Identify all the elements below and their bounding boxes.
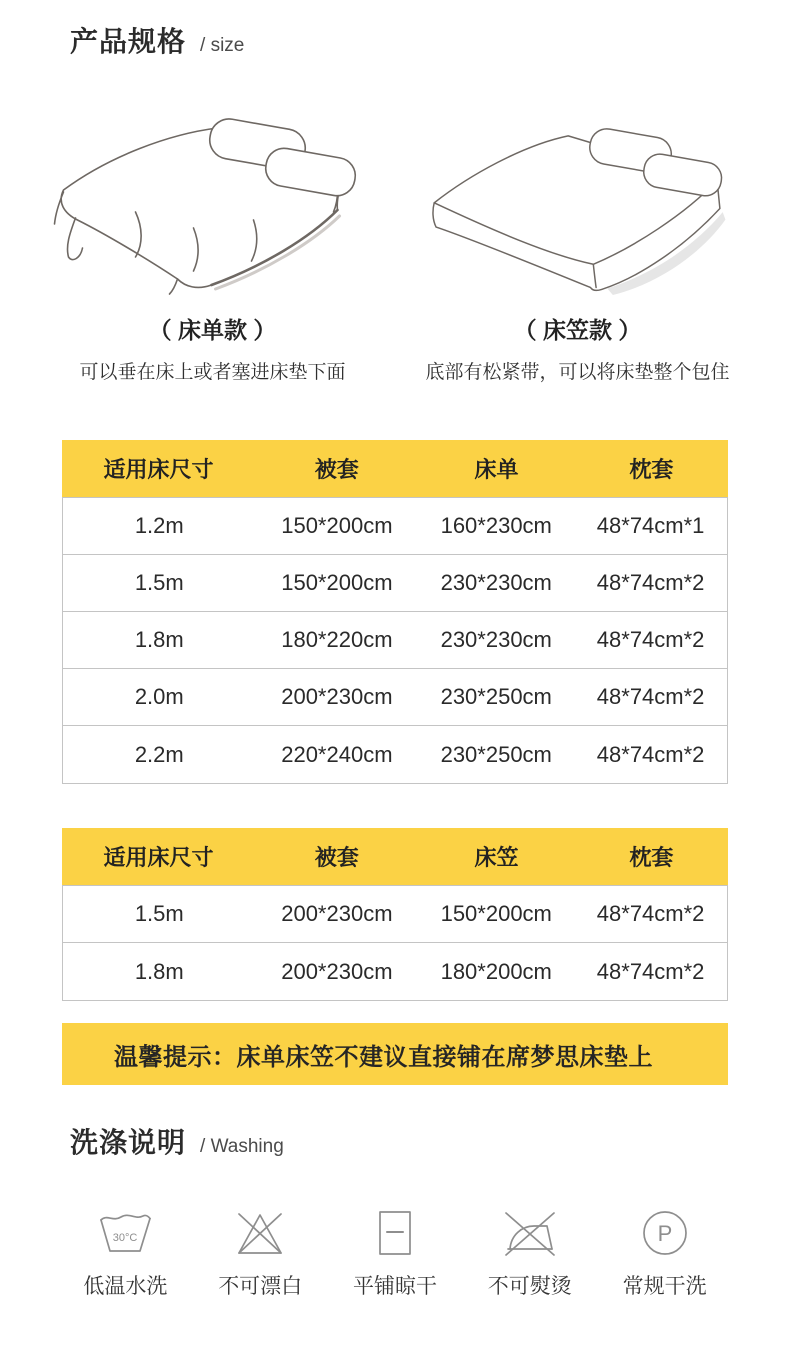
wash-30c-icon bbox=[94, 1205, 156, 1261]
sheet-table-header-row bbox=[62, 440, 728, 497]
no-iron-icon bbox=[499, 1205, 561, 1261]
column-header: 床笠 bbox=[474, 845, 519, 870]
care-label: 平铺晾干 bbox=[352, 1275, 437, 1298]
table-cell: 230*250cm bbox=[440, 741, 552, 767]
care-label: 常规干洗 bbox=[622, 1275, 707, 1298]
table-cell: 2.0m bbox=[134, 684, 184, 709]
bed-sheet-sketch-icon bbox=[45, 106, 380, 296]
column-header: 枕套 bbox=[629, 457, 674, 482]
table-cell: 160*230cm bbox=[440, 513, 552, 538]
dry-flat-icon bbox=[364, 1205, 426, 1261]
no-bleach-icon bbox=[229, 1205, 291, 1261]
fitted-style-caption: 底部有松紧带，可以将床垫整个包住 bbox=[425, 362, 730, 383]
table-cell: 2.2m bbox=[134, 741, 184, 767]
table-cell: 1.2m bbox=[134, 513, 184, 538]
column-header: 被套 bbox=[314, 457, 359, 482]
fitted-style-label: （ 床笠款 ） bbox=[513, 317, 642, 343]
fitted-size-table bbox=[62, 828, 728, 1001]
table-row bbox=[63, 886, 727, 943]
washing-section-header bbox=[70, 1121, 790, 1161]
svg-text:30°C: 30°C bbox=[113, 1232, 138, 1244]
column-header: 被套 bbox=[314, 845, 359, 870]
svg-text:P: P bbox=[657, 1221, 672, 1246]
table-cell: 48*74cm*2 bbox=[596, 958, 705, 984]
table-cell: 48*74cm*1 bbox=[596, 513, 705, 538]
spec-title: 产品规格 bbox=[70, 26, 187, 57]
table-cell: 48*74cm*2 bbox=[596, 627, 705, 652]
fitted-sheet-sketch-icon bbox=[410, 106, 745, 296]
notice-banner bbox=[62, 1023, 728, 1085]
table-row bbox=[63, 555, 727, 612]
sheet-size-table bbox=[62, 440, 728, 784]
table-cell: 180*200cm bbox=[440, 958, 552, 984]
table-cell: 1.5m bbox=[134, 901, 184, 926]
style-illustrations bbox=[30, 106, 760, 384]
spec-section-header bbox=[70, 20, 790, 60]
care-item-low-temp-wash bbox=[58, 1205, 193, 1300]
table-cell: 48*74cm*2 bbox=[596, 901, 705, 926]
table-cell: 200*230cm bbox=[281, 958, 393, 984]
table-cell: 150*200cm bbox=[281, 570, 393, 595]
care-label: 低温水洗 bbox=[83, 1275, 168, 1298]
table-cell: 1.8m bbox=[134, 958, 184, 984]
care-item-no-bleach bbox=[193, 1205, 328, 1300]
table-cell: 48*74cm*2 bbox=[596, 684, 705, 709]
table-row bbox=[63, 943, 727, 1000]
sheet-style-label: （ 床单款 ） bbox=[148, 317, 277, 343]
dry-clean-icon bbox=[634, 1205, 696, 1261]
table-cell: 230*230cm bbox=[440, 570, 552, 595]
table-row bbox=[63, 669, 727, 726]
style-fitted-column bbox=[395, 106, 760, 384]
table-cell: 48*74cm*2 bbox=[596, 570, 705, 595]
table-cell: 200*230cm bbox=[281, 684, 393, 709]
care-item-dry-clean bbox=[597, 1205, 732, 1300]
table-row bbox=[63, 726, 727, 783]
fitted-table-header-row bbox=[62, 828, 728, 885]
sheet-style-caption: 可以垂在床上或者塞进床垫下面 bbox=[79, 362, 346, 383]
care-item-no-iron bbox=[462, 1205, 597, 1300]
care-symbols-row bbox=[58, 1205, 732, 1300]
column-header: 床单 bbox=[474, 457, 519, 482]
table-cell: 200*230cm bbox=[281, 901, 393, 926]
sheet-table-body bbox=[62, 497, 728, 784]
table-cell: 1.5m bbox=[134, 570, 184, 595]
column-header: 适用床尺寸 bbox=[103, 457, 214, 482]
table-cell: 150*200cm bbox=[440, 901, 552, 926]
table-cell: 220*240cm bbox=[281, 741, 393, 767]
table-cell: 230*250cm bbox=[440, 684, 552, 709]
care-item-dry-flat bbox=[328, 1205, 463, 1300]
table-cell: 1.8m bbox=[134, 627, 184, 652]
fitted-table-body bbox=[62, 885, 728, 1001]
care-label: 不可熨烫 bbox=[487, 1275, 572, 1298]
table-cell: 150*200cm bbox=[281, 513, 393, 538]
spec-subtitle: / size bbox=[200, 35, 245, 56]
column-header: 枕套 bbox=[629, 845, 674, 870]
washing-title: 洗涤说明 bbox=[70, 1127, 187, 1158]
care-label: 不可漂白 bbox=[218, 1275, 303, 1298]
table-row bbox=[63, 612, 727, 669]
column-header: 适用床尺寸 bbox=[103, 845, 214, 870]
washing-subtitle: / Washing bbox=[200, 1136, 284, 1157]
table-cell: 230*230cm bbox=[440, 627, 552, 652]
table-row bbox=[63, 498, 727, 555]
table-cell: 48*74cm*2 bbox=[596, 741, 705, 767]
style-sheet-column bbox=[30, 106, 395, 384]
table-cell: 180*220cm bbox=[281, 627, 393, 652]
notice-text: 温馨提示：床单床笠不建议直接铺在席梦思床垫上 bbox=[114, 1043, 653, 1071]
